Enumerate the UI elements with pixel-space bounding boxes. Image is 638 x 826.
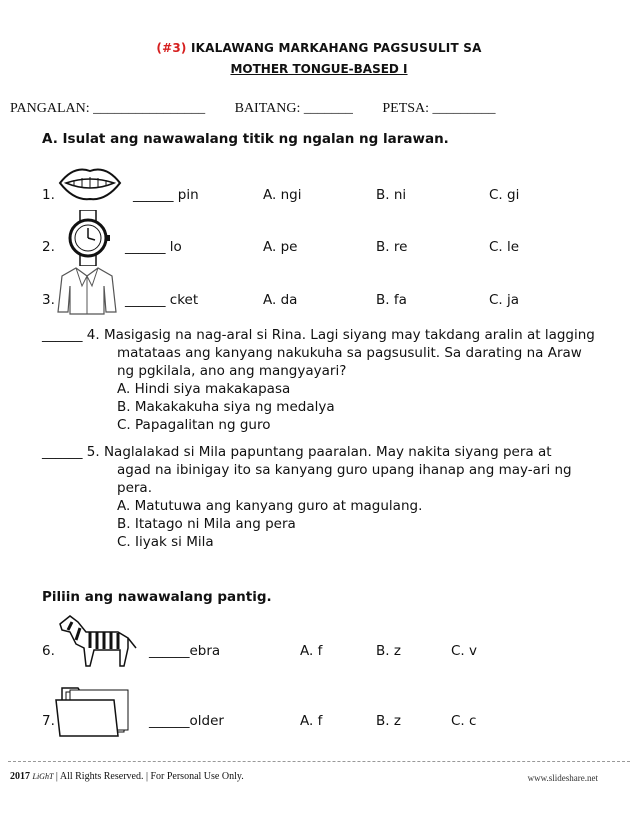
item-1-choice-b[interactable]: B. ni	[376, 187, 407, 203]
footer-copyright	[10, 771, 244, 782]
footer-brand: LiGhT	[32, 772, 54, 781]
item-7-choice-c[interactable]: C. c	[451, 713, 477, 729]
q5-option-c[interactable]: C. Iiyak si Mila	[117, 534, 214, 550]
q4-line-1: ______ 4. Masigasig na nag-aral si Rina. Lagi siyang may takdang aralin at lagging	[42, 327, 595, 343]
item-2-choice-b[interactable]: B. re	[376, 239, 408, 255]
item-3-number: 3.	[42, 292, 55, 308]
folder-icon	[54, 684, 134, 738]
test-number: (#3)	[156, 41, 187, 55]
item-3-choice-a[interactable]: A. da	[263, 292, 298, 308]
name-field[interactable]: PANGALAN: ________________	[10, 101, 206, 116]
q4-line-2: matataas ang kanyang nakukuha sa pagsusulit. Sa darating na Araw	[117, 345, 582, 361]
wristwatch-icon	[60, 210, 116, 266]
q5-line-2: agad na ibinigay ito sa kanyang guro upang ihanap ang may-ari ng	[117, 462, 572, 478]
q5-line-1: ______ 5. Naglalakad si Mila papuntang paaralan. May nakita siyang pera at	[42, 444, 552, 460]
item-2-blank[interactable]: ______ lo	[125, 239, 182, 255]
lips-teeth-icon	[58, 163, 122, 203]
jacket-icon	[56, 266, 118, 316]
item-6-number: 6.	[42, 643, 55, 659]
item-1-choice-c[interactable]: C. gi	[489, 187, 520, 203]
date-field[interactable]: PETSA: _________	[382, 101, 496, 116]
item-2-number: 2.	[42, 239, 55, 255]
item-7-choice-b[interactable]: B. z	[376, 713, 401, 729]
q5-option-b[interactable]: B. Itatago ni Mila ang pera	[117, 516, 296, 532]
footer-divider	[8, 761, 630, 762]
section-a-title: A. Isulat ang nawawalang titik ng ngalan ng larawan.	[42, 131, 449, 147]
q4-option-a[interactable]: A. Hindi siya makakapasa	[117, 381, 291, 397]
item-1-number: 1.	[42, 187, 55, 203]
worksheet-title	[0, 41, 638, 55]
q5-line-3: pera.	[117, 480, 152, 496]
item-2-choice-c[interactable]: C. le	[489, 239, 520, 255]
grade-field[interactable]: BAITANG: _______	[234, 101, 353, 116]
q4-option-b[interactable]: B. Makakakuha siya ng medalya	[117, 399, 335, 415]
zebra-icon	[56, 614, 140, 668]
item-1-blank[interactable]: ______ pin	[133, 187, 199, 203]
title-text: IKALAWANG MARKAHANG PAGSUSULIT SA	[186, 41, 482, 55]
worksheet-subtitle: MOTHER TONGUE-BASED I	[230, 62, 408, 76]
footer-rights: | All Rights Reserved. | For Personal Use Only.	[55, 771, 244, 782]
student-info-line	[10, 101, 522, 117]
item-1-choice-a[interactable]: A. ngi	[263, 187, 302, 203]
item-3-choice-c[interactable]: C. ja	[489, 292, 520, 308]
q4-line-3: ng pgkilala, ano ang mangyayari?	[117, 363, 347, 379]
footer-site[interactable]: www.slideshare.net	[527, 773, 598, 783]
item-7-number: 7.	[42, 713, 55, 729]
item-3-blank[interactable]: ______ cket	[125, 292, 199, 308]
item-2-choice-a[interactable]: A. pe	[263, 239, 298, 255]
item-6-choice-b[interactable]: B. z	[376, 643, 401, 659]
item-6-blank[interactable]: ______ebra	[149, 643, 221, 659]
q5-option-a[interactable]: A. Matutuwa ang kanyang guro at magulang.	[117, 498, 423, 514]
item-7-blank[interactable]: ______older	[149, 713, 224, 729]
q4-option-c[interactable]: C. Papagalitan ng guro	[117, 417, 271, 433]
section-b-title: Piliin ang nawawalang pantig.	[42, 589, 272, 605]
item-3-choice-b[interactable]: B. fa	[376, 292, 407, 308]
item-6-choice-c[interactable]: C. v	[451, 643, 477, 659]
item-7-choice-a[interactable]: A. f	[300, 713, 323, 729]
item-6-choice-a[interactable]: A. f	[300, 643, 323, 659]
footer-year: 2017	[10, 771, 30, 782]
